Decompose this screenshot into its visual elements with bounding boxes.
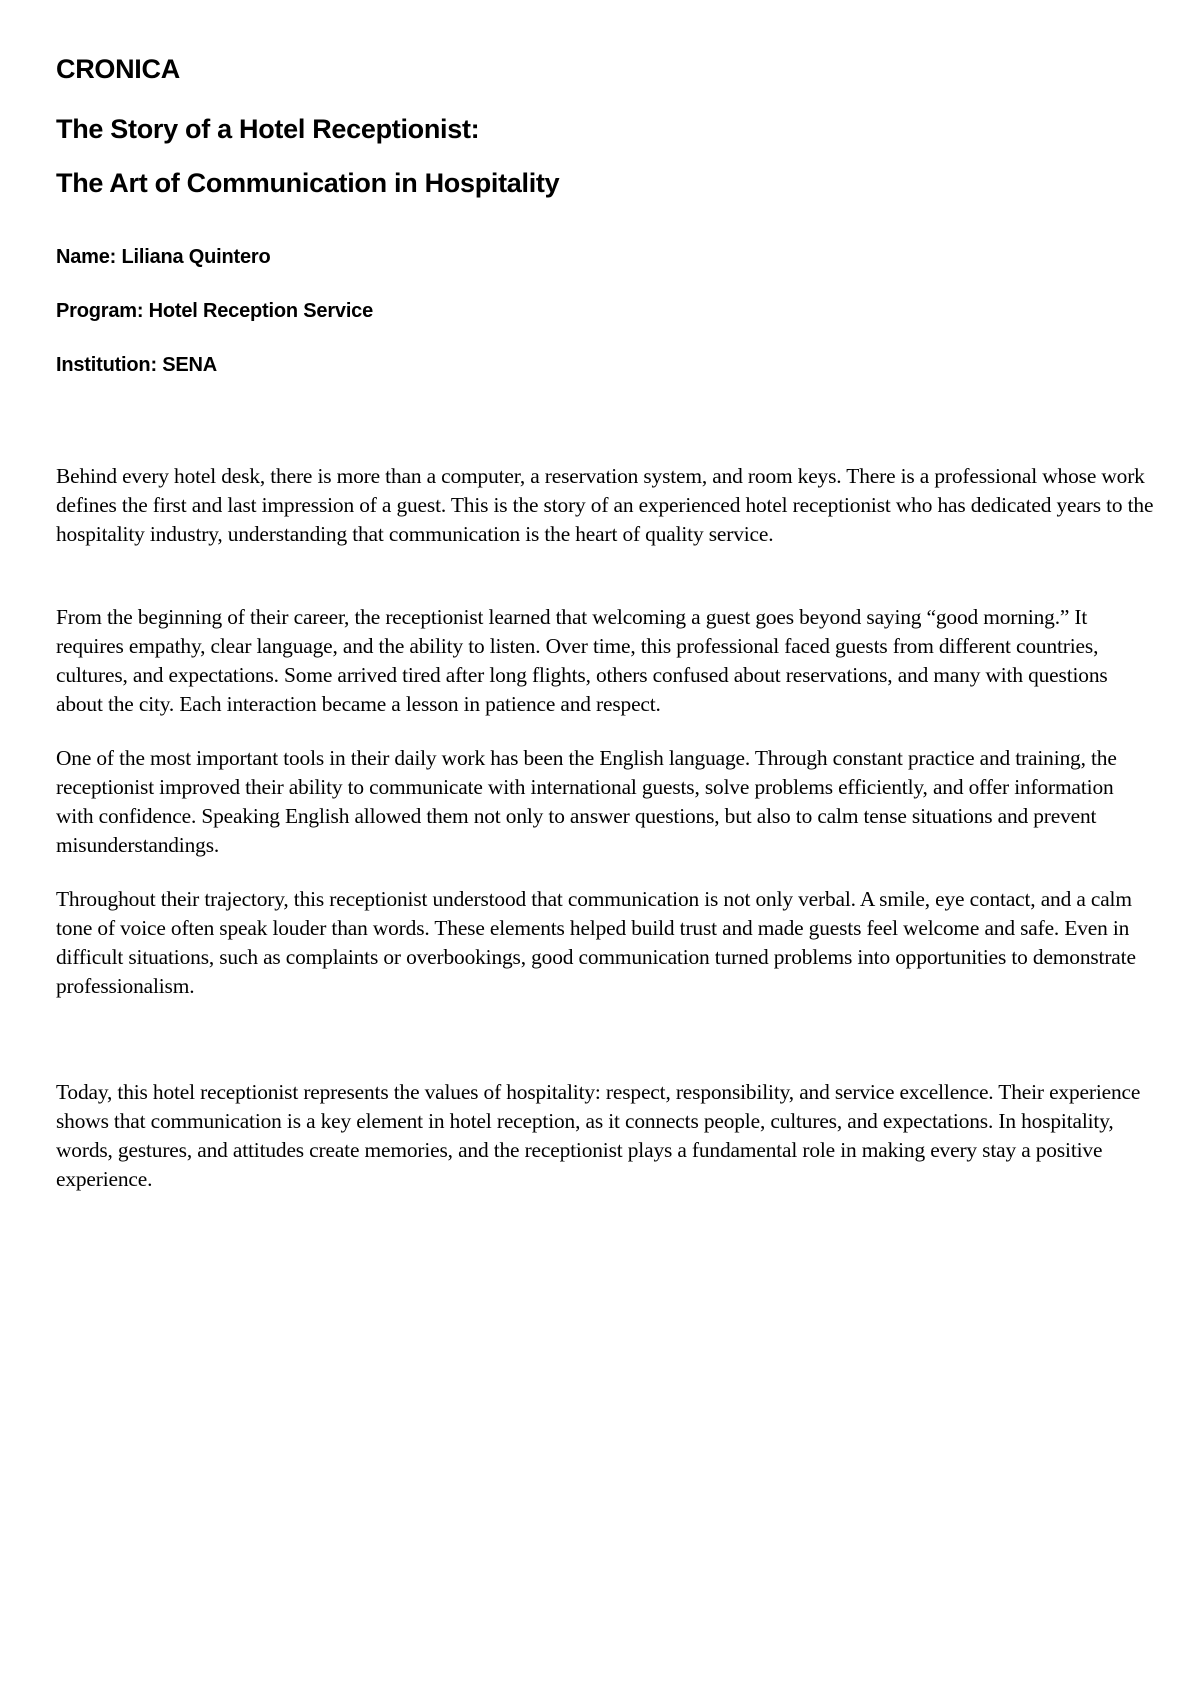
document-title-line-1: The Story of a Hotel Receptionist:: [56, 114, 480, 144]
paragraph-2: From the beginning of their career, the receptionist learned that welcoming a guest goes beyond saying “good morning.” It requires empathy, clear language, and the ability to listen. Over time, this professional faced guests from different countries, cultures, and expectations. Some arrived tired after long flights, others confused about reservations, and many with questions about the city. Each interaction became a lesson in patience and respect.: [56, 605, 1108, 716]
institution-name: Institution: SENA: [56, 354, 218, 376]
paragraph-1: Behind every hotel desk, there is more than a computer, a reservation system, and room keys. There is a professional whose work defines the first and last impression of a guest. This is the story of an experienced hotel receptionist who has dedicated years to the hospitality industry, understanding that communication is the heart of quality service.: [56, 464, 1154, 546]
document-title-line-2: The Art of Communication in Hospitality: [56, 168, 560, 198]
document-label: CRONICA: [56, 54, 180, 84]
author-name: Name: Liliana Quintero: [56, 246, 271, 268]
paragraph-4: Throughout their trajectory, this receptionist understood that communication is not only verbal. A smile, eye contact, and a calm tone of voice often speak louder than words. These elements helped build trust and made guests feel welcome and safe. Even in difficult situations, such as complaints or overbookings, good communication turned problems into opportunities to demonstrate professionalism.: [56, 887, 1136, 998]
paragraph-3: One of the most important tools in their daily work has been the English language. Through constant practice and training, the receptionist improved their ability to communicate with international guests, solve problems efficiently, and offer information with confidence. Speaking English allowed them not only to answer questions, but also to calm tense situations and prevent misunderstandings.: [56, 746, 1117, 857]
paragraph-5: Today, this hotel receptionist represents the values of hospitality: respect, responsibility, and service excellence. Their experience shows that communication is a key element in hotel reception, as it connects people, cultures, and expectations. In hospitality, words, gestures, and attitudes create memories, and the receptionist plays a fundamental role in making every stay a positive experience.: [56, 1080, 1141, 1191]
program-name: Program: Hotel Reception Service: [56, 300, 374, 322]
